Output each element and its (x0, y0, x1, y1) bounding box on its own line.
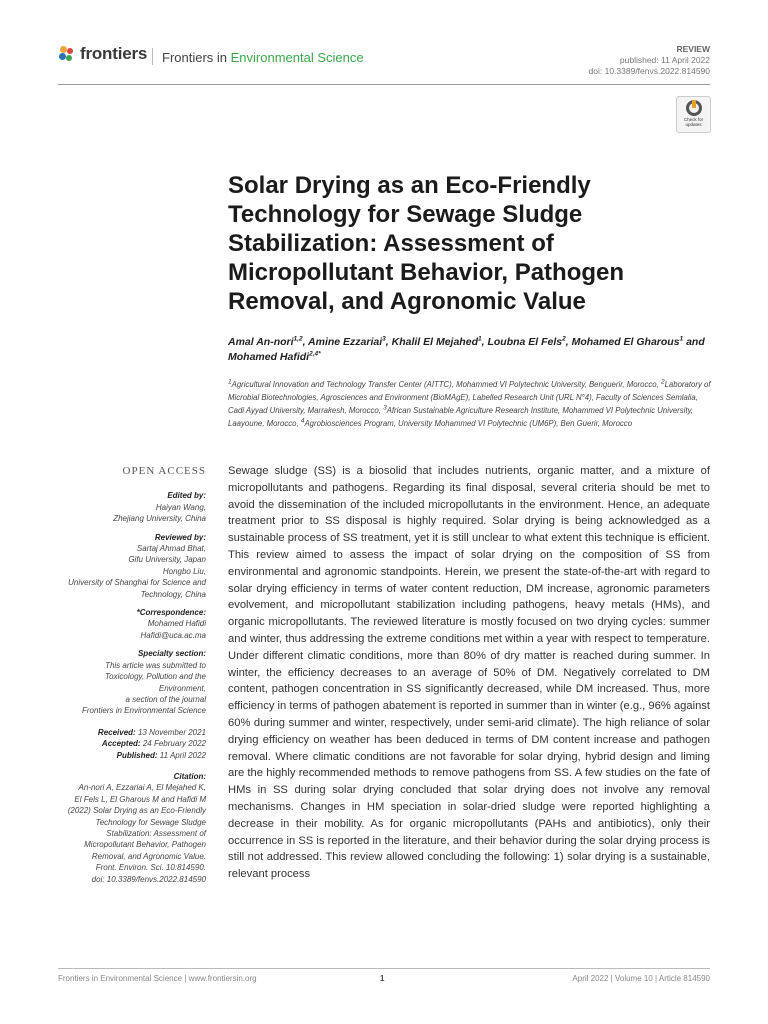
date-label: Accepted: (101, 739, 141, 749)
journal-name[interactable] (162, 50, 364, 65)
date-row (58, 727, 206, 738)
citation-line: Technology for Sewage Sludge (95, 817, 206, 827)
crossmark-icon (686, 100, 702, 116)
author-name[interactable]: Amal An-nori (228, 336, 294, 348)
citation-line: El Fels L, El Gharous M and Hafidi M (74, 794, 206, 804)
journal-prefix: Frontiers in (162, 50, 231, 65)
abstract-text: Sewage sludge (SS) is a biosolid that includes nutrients, organic matter, and a mixture of micropollutants and pathogens. Regarding its final disposal, several criteria should be met to avoid the dissemination of the included micropollutants in the environment. Hence, an adequate treatment prior to SS disposal is highly required. Solar drying is being acknowledged as a sustainable process of SS treatment, yet it is still unclear to what extent this technique is efficient. This review aimed to assess the impact of solar drying on the composition of SS from environmental and agronomic standpoints. Herein, we present the state-of-the-art with regard to solar drying efficiency in terms of water content reduction, DM increase, agronomic parameters evolvement, and micropollutant stabilization including pathogens, heavy metals (HMs), and organic micropollutants. The reviewed literature is mostly focused on two drying cycles: summer and winter, thus addressing the extreme conditions met within a year with respect to temperature. Under different climatic conditions, more than 80% of dry matter is reached during summer. In winter, the efficiency decreases to an average of 50% of DM. Negatively correlated to DM content, pathogen concentration in SS significantly decreased, while DM increased. Thus, more efficiency in terms of pathogen abatement is reported in summer than in winter (e.g., 96% against 60% during summer and winter, respectively, under semi-arid climate). The high reliance of solar drying efficiency on weather has been deduced in terms of DM content increase and pathogen removal. Where climatic conditions are not favorable for solar drying, hybrid design and liming are the highly recommended methods to remove pathogens from SS. A few studies on the fate of HMs in SS during solar drying concluded that solar drying does not involve any removal mechanisms. Changes in HM speciation in solar-dried sludge were reported highlighting a decrease in their mobility. As for organic micropollutants (PAHs and antibiotics), only their occurrence in SS is reported in the literature, and their behavior during the solar drying process is still not addressed. This review allowed concluding the following: 1) solar drying is a sustainable, relevant process (228, 465, 710, 881)
footer-issue-info: April 2022 | Volume 10 | Article 814590 (572, 974, 710, 983)
date-row (58, 750, 206, 761)
header-rule (58, 84, 710, 85)
specialty-line: Environment, (158, 683, 206, 693)
edited-by-label: Edited by: (167, 491, 206, 501)
specialty-line: Toxicology, Pollution and the (105, 672, 206, 682)
author-name[interactable]: Khalil El Mejahed (391, 336, 478, 348)
footer-rule (58, 968, 710, 969)
citation-label: Citation: (173, 771, 206, 781)
frontiers-logo-icon (58, 45, 76, 63)
specialty-label: Specialty section: (137, 649, 206, 659)
affiliation-text: Agrobiosciences Program, University Mohammed VI Polytechnic (UM6P), Ben Guerir, Morocco (304, 419, 633, 428)
affiliation-number: 1 (228, 378, 232, 386)
author-affiliation-mark: 1 (679, 335, 684, 343)
reviewer-line: Hongbo Liu, (162, 566, 206, 576)
article-title: Solar Drying as an Eco-Friendly Technology for Sewage Sludge Stabilization: Assessment of Micropollutant Behavior, Pathogen Removal, and Agronomic Value (228, 172, 625, 315)
citation-line: (2022) Solar Drying as an Eco-Friendly (67, 806, 206, 816)
reviewed-by-block (58, 532, 206, 600)
date-row (58, 738, 206, 749)
citation-line: Micropollutant Behavior, Pathogen (84, 840, 206, 850)
frontiers-logo[interactable] (58, 44, 147, 64)
header-separator (152, 48, 153, 65)
author-list: Amal An-nori$^{1,2}$, Amine Ezzariai$^3$, Khalil El Mejahed$^1$, Loubna El Fels$^2$, Mohamed El Gharous$^1$ and Mohamed Hafidi$^{2,4*}$ (228, 335, 705, 363)
affiliation-text: Agricultural Innovation and Technology Transfer Center (AITTC), Mohammed VI Polytechnic University, Benguerir, Morocco, (231, 380, 659, 389)
affiliation-number: 4 (300, 417, 305, 425)
author-name[interactable]: Mohamed Hafidi (228, 351, 310, 363)
citation-block (58, 771, 206, 885)
date-value: 24 February 2022 (142, 739, 206, 749)
citation-line: An-nori A, Ezzariai A, El Mejahed K, (78, 783, 206, 793)
date-value: 11 April 2022 (159, 750, 206, 760)
specialty-line: This article was submitted to (105, 660, 206, 670)
author-joiner: and (686, 336, 705, 348)
reviewer-line: Technology, China (140, 589, 206, 599)
editor-line: Haiyan Wang, (155, 502, 206, 512)
check-for-updates-badge[interactable] (676, 96, 711, 133)
correspondence-line: Mohamed Hafidi (147, 619, 206, 629)
reviewer-line: University of Shanghai for Science and (68, 578, 206, 588)
citation-line: Stabilization: Assessment of (106, 828, 206, 838)
affiliation-number: 2 (660, 378, 665, 386)
affiliations (228, 378, 714, 430)
date-label: Received: (97, 727, 136, 737)
author-name[interactable]: Mohamed El Gharous (571, 336, 680, 348)
author-affiliation-mark: 3 (382, 335, 386, 343)
open-access-label: OPEN ACCESS (122, 465, 206, 477)
date-label: Published: (116, 750, 158, 760)
date-value: 13 November 2021 (137, 727, 206, 737)
correspondence-line[interactable]: Hafidi@uca.ac.ma (140, 630, 206, 640)
correspondence-block (58, 607, 206, 641)
published-date: published: 11 April 2022 (619, 55, 710, 65)
reviewer-line: Gifu University, Japan (128, 555, 206, 565)
affiliation-text: Laboratory of Microbial Biotechnologies, Agrosciences and Environment (BioMAgE), Labelled Research Unit (URL N°4), Faculty of Sciences Semlalia, Cadi Ayyad University, Marrakesh, Morocco, (228, 380, 711, 415)
reviewer-lines (58, 543, 206, 600)
specialty-line: Frontiers in Environmental Science (81, 706, 206, 716)
journal-accent: Environmental Science (230, 50, 364, 65)
affiliation-number: 3 (383, 404, 387, 412)
page-number: 1 (380, 974, 385, 983)
correspondence-label: *Correspondence: (136, 608, 206, 618)
specialty-block (58, 648, 206, 716)
author-affiliation-mark: 2,4* (309, 350, 321, 358)
affiliation-text: African Sustainable Agriculture Research Institute, Mohammed VI Polytechnic University, Laayoune, Morocco, (228, 406, 694, 428)
citation-line: Removal, and Agronomic Value. (91, 851, 206, 861)
dates-block (58, 727, 206, 761)
footer-journal-link[interactable]: Frontiers in Environmental Science | www.frontiersin.org (58, 974, 257, 983)
citation-lines (58, 782, 206, 885)
author-name[interactable]: Amine Ezzariai (308, 336, 383, 348)
edited-by-block (58, 490, 206, 524)
crossmark-label: Check for updates (683, 117, 704, 127)
editor-lines (58, 502, 206, 525)
specialty-lines (58, 660, 206, 717)
citation-line: Front. Environ. Sci. 10:814590. (95, 863, 206, 873)
logo-text: frontiers (80, 44, 148, 63)
author-affiliation-mark: 2 (562, 335, 566, 343)
author-name[interactable]: Loubna El Fels (487, 336, 563, 348)
article-type: REVIEW (676, 44, 710, 54)
author-affiliation-mark: 1 (477, 335, 482, 343)
correspondence-lines (58, 618, 206, 641)
reviewed-by-label: Reviewed by: (154, 532, 206, 542)
editor-line: Zhejiang University, China (113, 514, 206, 524)
author-affiliation-mark: 1,2 (293, 335, 303, 343)
article-meta (589, 44, 710, 77)
specialty-line: a section of the journal (125, 694, 206, 704)
reviewer-line: Sartaj Ahmad Bhat, (136, 544, 206, 554)
doi-link[interactable]: doi: 10.3389/fenvs.2022.814590 (588, 66, 710, 76)
article-info-sidebar (58, 466, 206, 892)
citation-line: doi: 10.3389/fenvs.2022.814590 (91, 874, 206, 884)
